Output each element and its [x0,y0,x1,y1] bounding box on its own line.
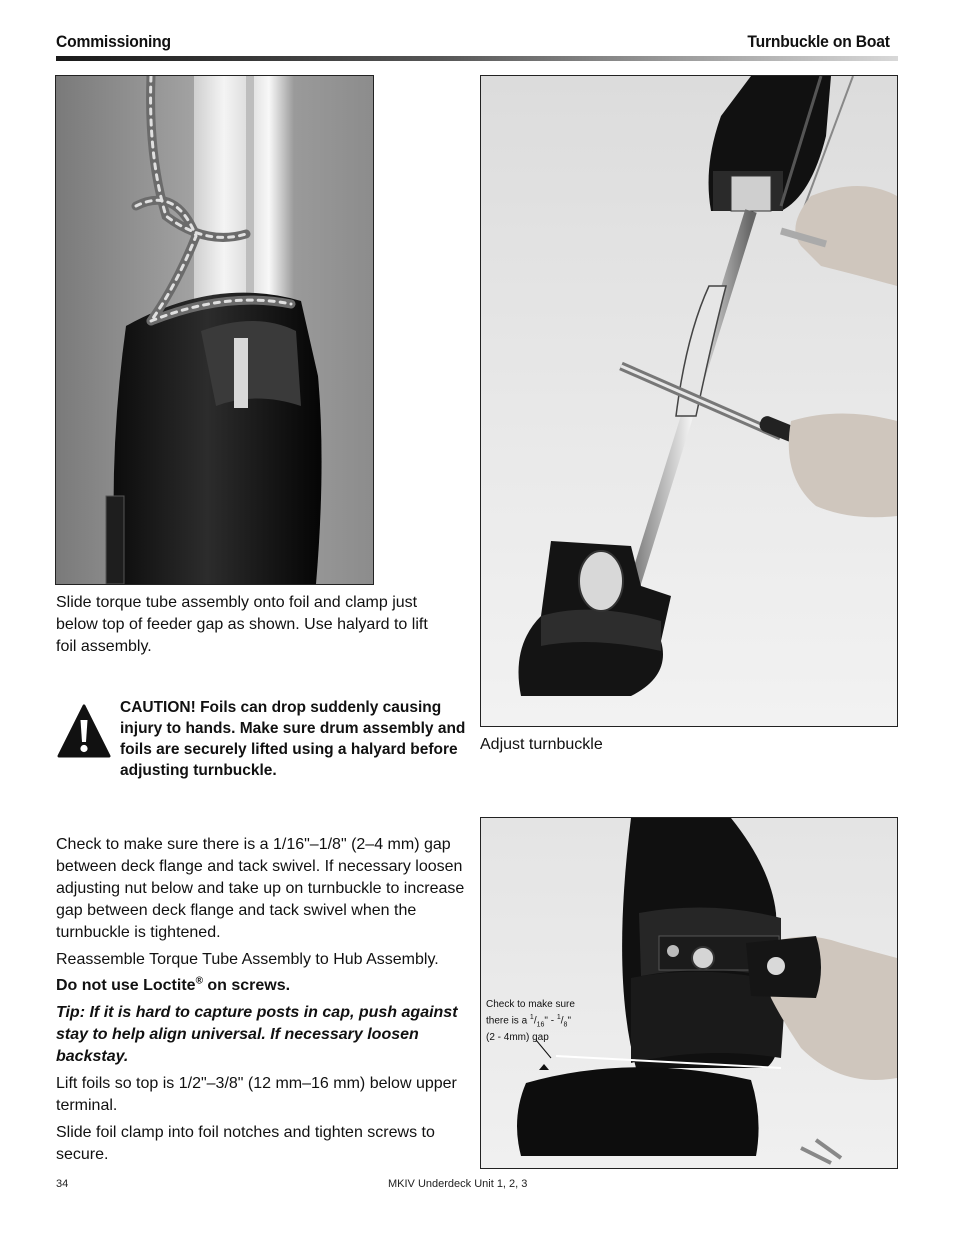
no-loctite-prefix: Do not use Loctite [56,977,196,995]
header-topic-title: Turnbuckle on Boat [747,32,890,51]
gap-check-label [486,998,606,1044]
photo-adjust-turnbuckle-caption: Adjust turnbuckle [480,736,603,753]
gap-label-dash: " - [544,1015,557,1027]
header-rule [56,56,898,61]
header-section-title: Commissioning [56,32,171,51]
instruction-slide-clamp: Slide foil clamp into foil notches and tighten screws to secure. [56,1124,435,1164]
caution-text: CAUTION! Foils can drop suddenly causing injury to hands. Make sure drum assembly and foils are securely lifted using a halyard before adjusting turnbuckle. [120,699,466,779]
photo-torque-tube [55,75,374,585]
no-loctite-suffix: on screws. [202,977,291,995]
gap-label-prefix: there is a [486,1015,530,1027]
photo-gap-check [480,817,898,1169]
gap-frac1-num: 1 [529,1014,534,1021]
no-loctite-warning [56,977,290,994]
registered-mark: ® [195,976,203,987]
photo-adjust-turnbuckle [480,75,898,727]
instructions-block [56,834,468,1171]
footer-page-number: 34 [56,1178,69,1190]
gap-label-line1: Check to make sure [486,999,575,1010]
instruction-reassemble-text: Reassemble Torque Tube Assembly to Hub Assembly. [56,951,439,968]
gap-frac2-num: 1 [556,1014,561,1021]
gap-label-line3: (2 - 4mm) gap [486,1032,549,1044]
instruction-lift-foils: Lift foils so top is 1/2"–3/8" (12 mm–16 mm) below upper terminal. [56,1075,457,1115]
photo-torque-tube-caption: Slide torque tube assembly onto foil and clamp just below top of feeder gap as shown. Use halyard to lift foil assembly. [56,594,428,655]
warning-triangle-icon [56,702,112,760]
instruction-check-gap: Check to make sure there is a 1/16"–1/8" (2–4 mm) gap between deck flange and tack swivel. If necessary loosen adjusting nut below and take up on turnbuckle to increase gap between deck flange and tack swivel when the turnbuckle is tightened. [56,836,465,941]
gap-frac1-den: 16 [536,1021,545,1029]
instruction-tip: Tip: If it is hard to capture posts in cap, push against stay to help align universal. If necessary loosen backstay. [56,1004,458,1066]
gap-frac2-den: 8 [563,1021,568,1029]
footer-manual-title: MKIV Underdeck Unit 1, 2, 3 [388,1178,528,1190]
instruction-reassemble [56,949,468,997]
gap-label-line2: there is a $^1/_{16}$" - $^1/_8$" [486,1014,571,1029]
gap-label-quote: " [567,1015,571,1027]
